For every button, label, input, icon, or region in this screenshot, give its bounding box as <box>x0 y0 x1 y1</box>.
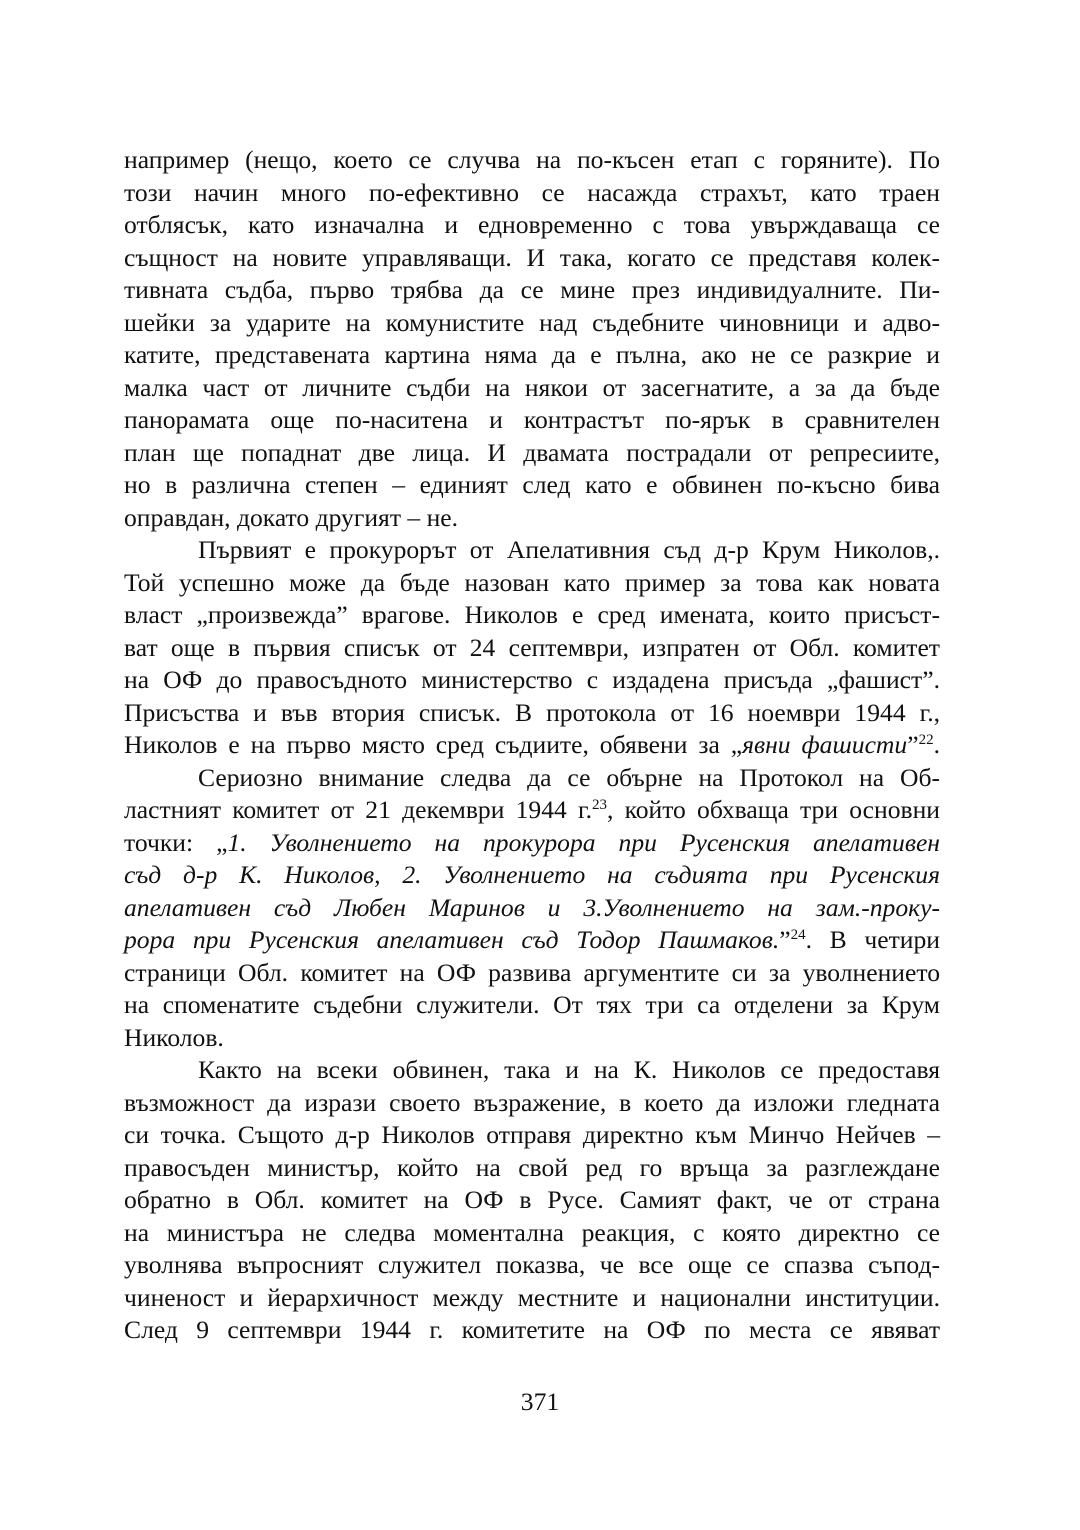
text-line <box>124 859 940 892</box>
text-line: възможност да изрази своето възражение, в което да изложи гледната <box>124 1087 940 1117</box>
text-line: шейки за ударите на комунистите над съдебните чиновници и адво- <box>124 307 940 337</box>
text-line: След 9 септември 1944 г. комитетите на ОФ по места се явяват <box>124 1315 940 1344</box>
text-line: уволнява въпросният служител показва, че все още се спазва съпод- <box>124 1250 940 1279</box>
text-line: си точка. Същото д-р Николов отправя директно към Минчо Нейчев – <box>124 1120 940 1149</box>
text-line: тивната съдба, първо трябва да се мине през индивидуалните. Пи- <box>124 275 940 304</box>
text-line: Той успешно може да бъде назован като пример за това как новата <box>124 567 940 597</box>
italic-quote: 1. Уволнението на прокурора при Русенския апелативен <box>227 827 941 857</box>
text-line: този начин много по-ефективно се насажда страхът, като траен <box>124 177 940 207</box>
text-line: но в различна степен – единият след като е обвинен по-късно бива <box>124 470 940 499</box>
text-line <box>124 729 940 762</box>
text-line: обратно в Обл. комитет на ОФ в Русе. Самият факт, че от страна <box>124 1185 940 1214</box>
italic-quote: явни фашисти <box>742 730 908 759</box>
text-segment: Николов е на първо място сред съдиите, обявени за „ <box>124 730 743 759</box>
text-line: Николов. <box>124 1022 224 1052</box>
text-line: власт „произвежда” врагове. Николов е сред имената, които присъст- <box>124 600 940 629</box>
paragraph-3 <box>124 762 940 1055</box>
text-segment: , който обхваща три основни <box>606 795 940 824</box>
text-line: на министъра не следва моментална реакция, с която директно се <box>124 1217 940 1247</box>
text-line: Сериозно внимание следва да се обърне на Протокол на Об- <box>198 762 940 792</box>
italic-quote: рора при Русенския апелативен съд Тодор Пашмаков. <box>124 925 780 954</box>
text-line: същност на новите управляващи. И така, когато се представя колек- <box>124 242 940 272</box>
text-line: Първият е прокурорът от Апелативния съд д-р Крум Николов,. <box>198 535 940 564</box>
footnote-ref: 23 <box>591 797 607 813</box>
text-line: чиненост и йерархичност между местните и национални институции. <box>124 1282 940 1312</box>
body-text <box>124 144 940 1347</box>
text-line: отблясък, като изначална и едновременно с това увърждаваща се <box>124 210 940 239</box>
text-line: на споменатите съдебни служители. От тях три са отделени за Крум <box>124 990 940 1019</box>
text-line: панорамата още по-наситена и контрастът по-ярък в сравнителен <box>124 405 940 434</box>
footnote-ref: 24 <box>790 927 806 943</box>
text-line: малка част от личните съдби на някои от засегнатите, а за да бъде <box>124 372 940 402</box>
text-segment: точки: „ <box>124 827 228 857</box>
text-line: Както на всеки обвинен, така и на К. Николов се предоставя <box>198 1055 940 1084</box>
page-number: 371 <box>520 1387 560 1416</box>
text-line <box>124 794 940 827</box>
text-line: правосъден министър, който на свой ред го връща за разглеждане <box>124 1152 940 1182</box>
text-line: например (нещо, което се случва на по-късен етап с горяните). По <box>124 145 940 174</box>
text-segment: . В четири <box>805 925 940 954</box>
text-segment: ” <box>907 730 919 759</box>
italic-quote: съд д-р К. Николов, 2. Уволнението на съдията при Русенския <box>124 860 940 889</box>
text-line: план ще попаднат две лица. И двамата пострадали от репресиите, <box>124 437 940 467</box>
text-line: страници Обл. комитет на ОФ развива аргументите си за уволнението <box>124 957 940 987</box>
text-segment: ластният комитет от 21 декември 1944 г. <box>124 795 592 824</box>
text-segment: ” <box>779 925 791 954</box>
paragraph-2 <box>124 534 940 762</box>
paragraph-4 <box>124 1054 940 1347</box>
footnote-ref: 22 <box>918 732 934 748</box>
text-line <box>124 924 940 957</box>
text-line: ват още в първия списък от 24 септември, изпратен от Обл. комитет <box>124 632 940 662</box>
text-segment: . <box>933 730 940 759</box>
text-line <box>124 827 940 860</box>
text-line: Присъства и във втория списък. В протокола от 16 ноември 1944 г., <box>124 697 940 727</box>
text-line: катите, представената картина няма да е пълна, ако не се разкрие и <box>124 340 940 369</box>
italic-quote: апелативен съд Любен Маринов и 3.Уволнението на зам.-проку- <box>124 892 940 922</box>
text-line: на ОФ до правосъдното министерство с издадена присъда „фашист”. <box>124 665 940 694</box>
paragraph-1 <box>124 144 940 534</box>
text-line: оправдан, докато другият – не. <box>124 502 459 532</box>
text-line <box>124 892 940 925</box>
